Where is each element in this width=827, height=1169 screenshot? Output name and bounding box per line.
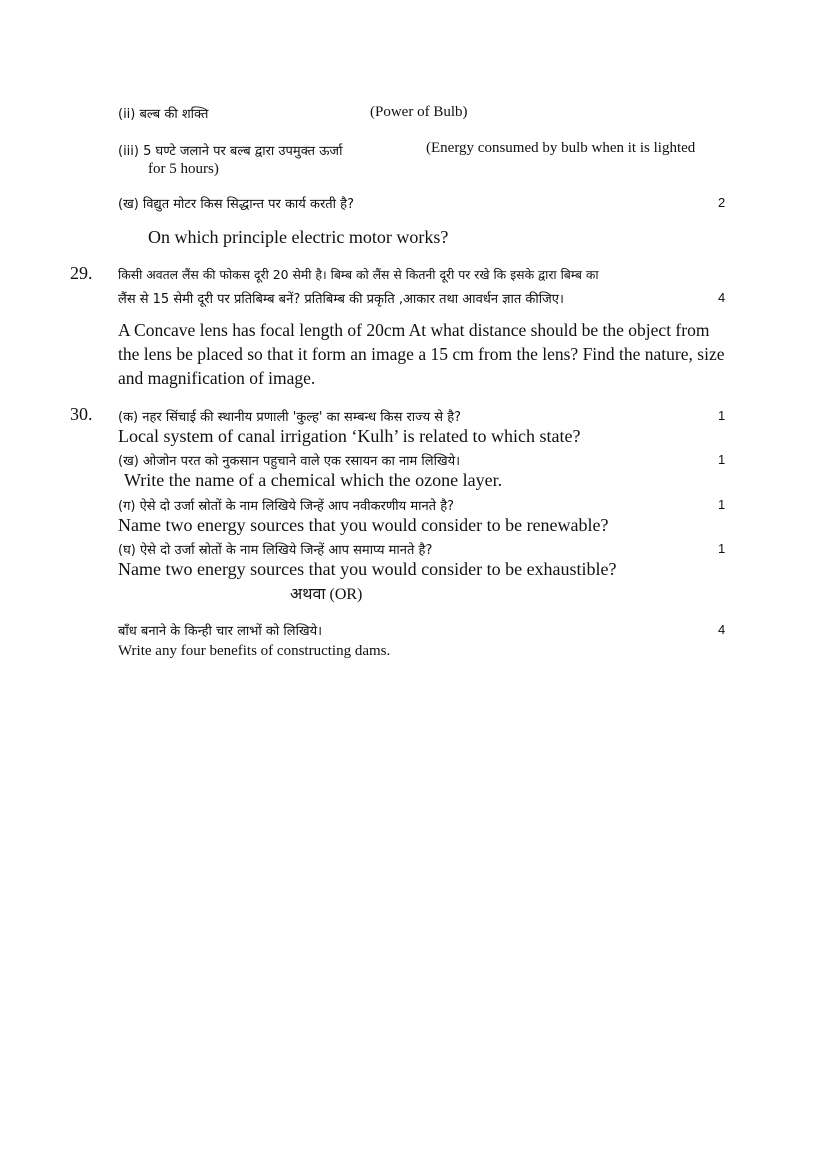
q30-ka-mark: 1 (718, 408, 726, 423)
q30-gha-english: Name two energy sources that you would consider to be exhaustible? (118, 559, 617, 579)
item-iii-hindi: (iii) 5 घण्टे जलाने पर बल्ब द्वारा उपमुक्त ऊर्जा (118, 144, 343, 159)
q29-english-line1: A Concave lens has focal length of 20cm At what distance should be the object from (118, 320, 710, 340)
q30-kha-hindi: (ख) ओजोन परत को नुकसान पहुचाने वाले एक रसायन का नाम लिखिये। (118, 454, 461, 469)
alt-mark: 4 (718, 622, 726, 637)
q29-hindi-line2: लैंस से 15 सेमी दूरी पर प्रतिबिम्ब बनें? प्रतिबिम्ब की प्रकृति ,आकार तथा आवर्धन ज्ञात कीजिए। (118, 292, 564, 307)
item-kha-hindi: (ख) विद्युत मोटर किस सिद्धान्त पर कार्य करती है? (118, 197, 354, 212)
q30-number: 30. (70, 404, 93, 424)
q30-ga-mark: 1 (718, 497, 726, 512)
q29-english-line2: the lens be placed so that it form an image a 15 cm from the lens? Find the nature, size (118, 344, 725, 364)
q30-ga-hindi: (ग) ऐसे दो उर्जा स्रोतों के नाम लिखिये जिन्हें आप नवीकरणीय मानते है? (118, 499, 455, 514)
q30-kha-mark: 1 (718, 452, 726, 467)
q29-english-line3: and magnification of image. (118, 368, 316, 388)
q30-ka-hindi: (क) नहर सिंचाई की स्थानीय प्रणाली 'कुल्ह' का सम्बन्ध किस राज्य से है? (118, 410, 462, 425)
q30-ka-english: Local system of canal irrigation ‘Kulh’ is related to which state? (118, 426, 581, 446)
or-label: अथवा (OR) (290, 586, 363, 603)
q30-gha-mark: 1 (718, 541, 726, 556)
q30-gha-hindi: (घ) ऐसे दो उर्जा स्रोतों के नाम लिखिये जिन्हें आप समाप्य मानते है? (118, 543, 433, 558)
q29-mark: 4 (718, 290, 726, 305)
q29-hindi-line1: किसी अवतल लैंस की फोकस दूरी 20 सेमी है। बिम्ब को लैंस से कितनी दूरी पर रखे कि इसके द्वारा बिम्ब का (118, 267, 599, 282)
q29-number: 29. (70, 263, 93, 283)
q30-ga-english: Name two energy sources that you would consider to be renewable? (118, 515, 609, 535)
q30-kha-english: Write the name of a chemical which the ozone layer. (124, 470, 503, 490)
alt-english: Write any four benefits of constructing dams. (118, 643, 391, 659)
item-kha-english: On which principle electric motor works? (148, 227, 449, 247)
item-iii-line2: for 5 hours) (148, 161, 219, 177)
item-iii-english: (Energy consumed by bulb when it is lighted (426, 140, 696, 156)
alt-hindi: बाँध बनाने के किन्ही चार लाभों को लिखिये। (118, 624, 323, 639)
item-ii-english: (Power of Bulb) (370, 104, 468, 120)
item-kha-mark: 2 (718, 195, 726, 210)
item-ii-hindi: (ii) बल्ब की शक्ति (118, 107, 209, 122)
